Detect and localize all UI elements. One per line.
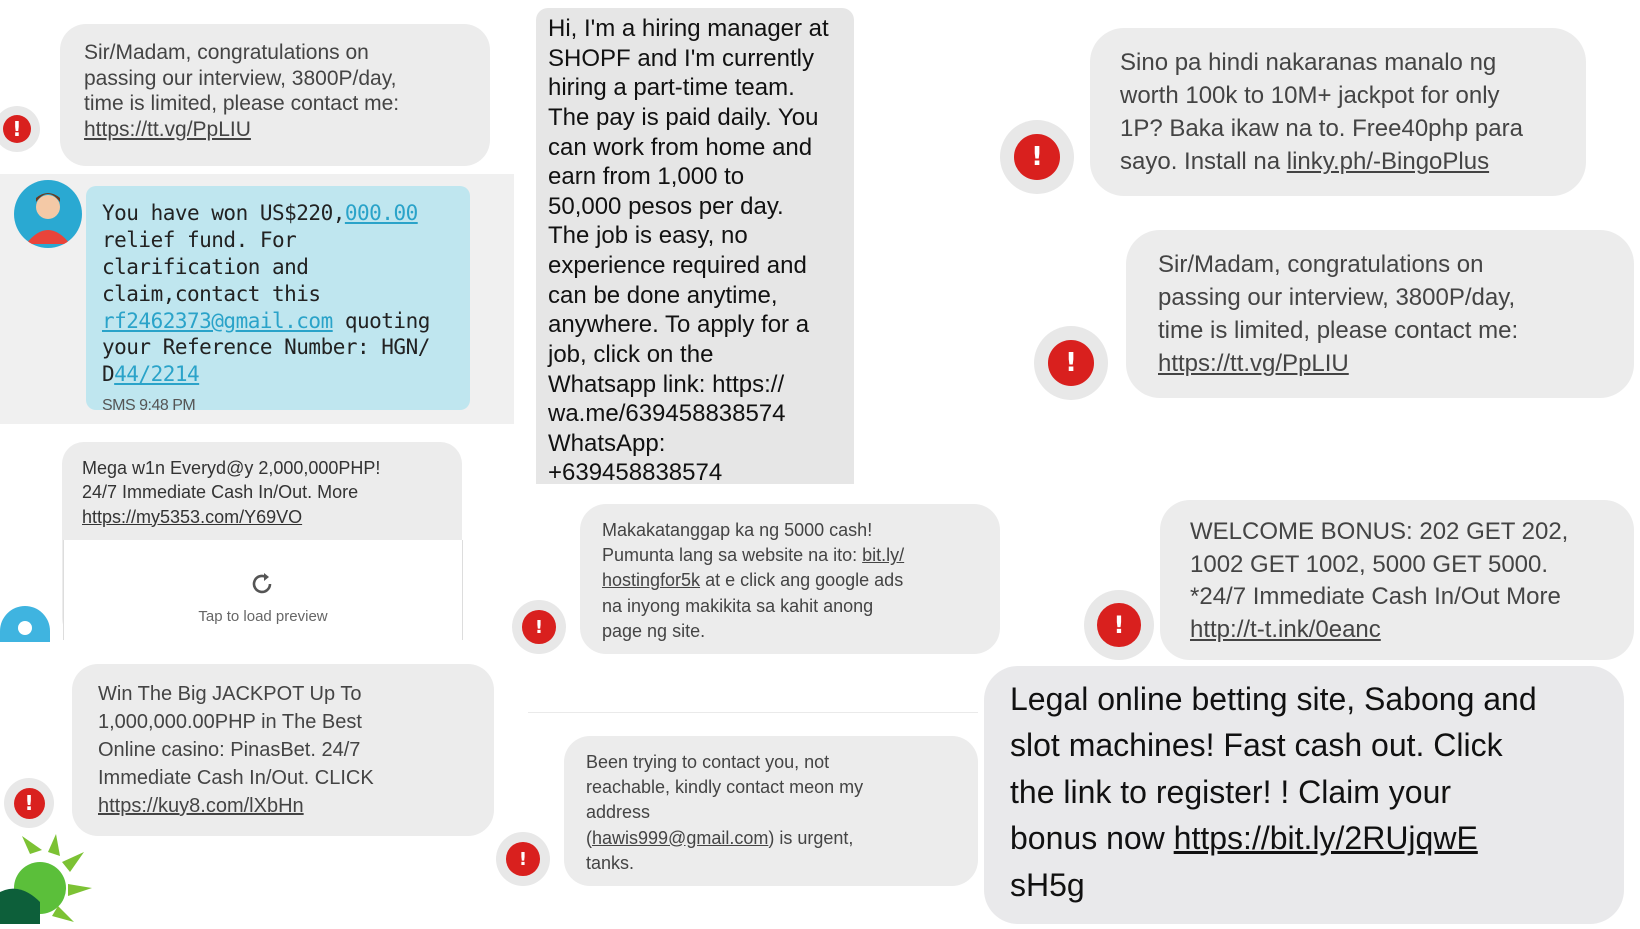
message-link[interactable]: bit.ly/ — [862, 545, 905, 566]
alert-icon: ! — [1000, 120, 1074, 194]
message-link[interactable]: https://my5353.com/Y69VO — [82, 506, 303, 527]
alert-icon: ! — [4, 778, 54, 828]
email-link[interactable]: hawis999@gmail.com — [592, 827, 769, 848]
message-text: Hi, I'm a hiring manager at — [548, 15, 829, 42]
message-text: claim,contact this — [102, 281, 321, 306]
message-link[interactable]: 000.00 — [344, 201, 418, 225]
message-link[interactable]: https://tt.vg/PpLIU — [84, 117, 251, 141]
message-text: can be done anytime, — [548, 281, 778, 309]
message-text: WELCOME BONUS: 202 GET 202, — [1190, 518, 1569, 545]
message-text: Pumunta lang sa website na ito: — [602, 545, 863, 566]
alert-icon: ! — [1084, 590, 1154, 660]
message-text: tanks. — [586, 852, 635, 873]
sun-logo-icon — [0, 832, 96, 924]
message-text: experience required and — [548, 252, 807, 279]
message-text: earn from 1,000 to — [548, 163, 745, 191]
message-text: reachable, kindly contact meon my — [586, 777, 864, 798]
alert-icon: ! — [512, 600, 566, 654]
message-text: D — [102, 362, 115, 387]
message-text: Sir/Madam, congratulations on — [84, 41, 369, 64]
message-link[interactable]: https://kuy8.com/lXbHn — [98, 795, 304, 817]
message-text: time is limited, please contact me: — [84, 92, 400, 116]
message-text: na inyong makikita sa kahit anong — [602, 595, 874, 616]
message-timestamp: SMS 9:48 PM — [102, 397, 196, 415]
message-text: Been trying to contact you, not — [586, 752, 830, 772]
message-text: page ng site. — [602, 620, 706, 641]
message-text: the link to register! ! Claim your — [1010, 773, 1452, 810]
message-bubble-betting-site[interactable] — [984, 666, 1624, 924]
alert-icon: ! — [496, 832, 550, 886]
refresh-icon[interactable] — [248, 570, 276, 598]
message-bubble-bingoplus[interactable] — [1090, 28, 1586, 196]
message-link[interactable]: hostingfor5k — [602, 570, 701, 591]
message-text: Online casino: PinasBet. 24/7 — [98, 739, 361, 761]
message-text: SHOPF and I'm currently — [548, 44, 814, 72]
message-text: You have won US$220, — [102, 201, 345, 225]
message-text: WhatsApp: — [548, 429, 666, 457]
message-text: hiring a part-time team. — [548, 74, 795, 102]
message-bubble-hiring-manager[interactable] — [536, 8, 854, 487]
message-text: 1P? Baka ikaw na to. Free40php para — [1120, 115, 1523, 143]
message-text: Win The Big JACKPOT Up To — [98, 683, 362, 705]
message-link[interactable]: https://bit.ly/2RUjqwE — [1173, 820, 1478, 857]
message-link[interactable]: http://t-t.ink/0eanc — [1190, 615, 1381, 643]
message-text: passing our interview, 3800P/day, — [84, 66, 397, 90]
message-text: *24/7 Immediate Cash In/Out More — [1190, 583, 1561, 611]
message-bubble-pinasbet[interactable] — [72, 664, 494, 836]
message-text: time is limited, please contact me: — [1158, 317, 1519, 345]
message-bubble-interview-2[interactable] — [1126, 230, 1634, 398]
message-text: passing our interview, 3800P/day, — [1158, 284, 1516, 312]
message-text: 50,000 pesos per day. — [548, 192, 784, 220]
message-bubble-contact-urgent[interactable] — [564, 736, 978, 886]
link-preview-card[interactable] — [63, 540, 463, 640]
alert-icon: ! — [0, 106, 40, 152]
message-text: 1,000,000.00PHP in The Best — [98, 711, 362, 733]
message-bubble-5000-cash[interactable] — [580, 504, 1000, 654]
message-text: Sino pa hindi nakaranas manalo ng — [1120, 49, 1497, 76]
message-text: quoting — [332, 308, 430, 333]
message-text: Sir/Madam, congratulations on — [1158, 251, 1484, 278]
message-text: can work from home and — [548, 133, 813, 161]
message-bubble-relief-fund[interactable] — [86, 186, 470, 415]
message-text: worth 100k to 10M+ jackpot for only — [1120, 82, 1500, 110]
message-text: 24/7 Immediate Cash In/Out. More — [82, 482, 359, 503]
message-text: +639458838574 — [548, 459, 723, 487]
preview-label: Tap to load preview — [198, 608, 328, 625]
message-text: address — [586, 802, 651, 823]
person-avatar-icon — [14, 180, 82, 248]
message-text: Mega w1n Everyd@y 2,000,000PHP! — [82, 458, 381, 478]
message-text: sH5g — [1010, 866, 1085, 903]
message-text: ( — [586, 827, 592, 848]
message-text: slot machines! Fast cash out. Click — [1010, 727, 1503, 764]
message-text: anywhere. To apply for a — [548, 311, 810, 339]
message-text: The pay is paid daily. You — [548, 103, 819, 131]
message-text: bonus now — [1010, 820, 1174, 857]
message-link[interactable]: https://tt.vg/PpLIU — [1158, 350, 1349, 378]
message-text: ) is urgent, — [768, 827, 854, 848]
message-link[interactable]: linky.ph/-BingoPlus — [1286, 148, 1490, 176]
message-text: relief fund. For clarification and — [102, 227, 309, 279]
message-text: wa.me/639458838574 — [548, 400, 786, 428]
message-link[interactable]: 44/2214 — [114, 362, 200, 387]
message-text: at e click ang google ads — [700, 570, 904, 591]
alert-icon: ! — [1034, 326, 1108, 400]
message-text: The job is easy, no — [548, 222, 748, 250]
email-link[interactable]: rf2462373@gmail.com — [102, 308, 333, 333]
message-text: 1002 GET 1002, 5000 GET 5000. — [1190, 550, 1549, 578]
message-bubble-interview-1[interactable] — [60, 24, 490, 166]
message-text: Whatsapp link: https:// — [548, 370, 785, 398]
message-text: Legal online betting site, Sabong and — [1010, 681, 1537, 717]
message-text: your Reference Number: HGN/ — [102, 335, 430, 360]
message-text: sayo. Install na — [1120, 148, 1287, 176]
message-text: Makakatanggap ka ng 5000 cash! — [602, 520, 873, 540]
avatar — [0, 606, 50, 642]
message-text: Immediate Cash In/Out. CLICK — [98, 767, 374, 789]
message-bubble-welcome-bonus[interactable] — [1160, 500, 1634, 660]
message-text: job, click on the — [548, 340, 714, 368]
divider — [528, 712, 978, 713]
